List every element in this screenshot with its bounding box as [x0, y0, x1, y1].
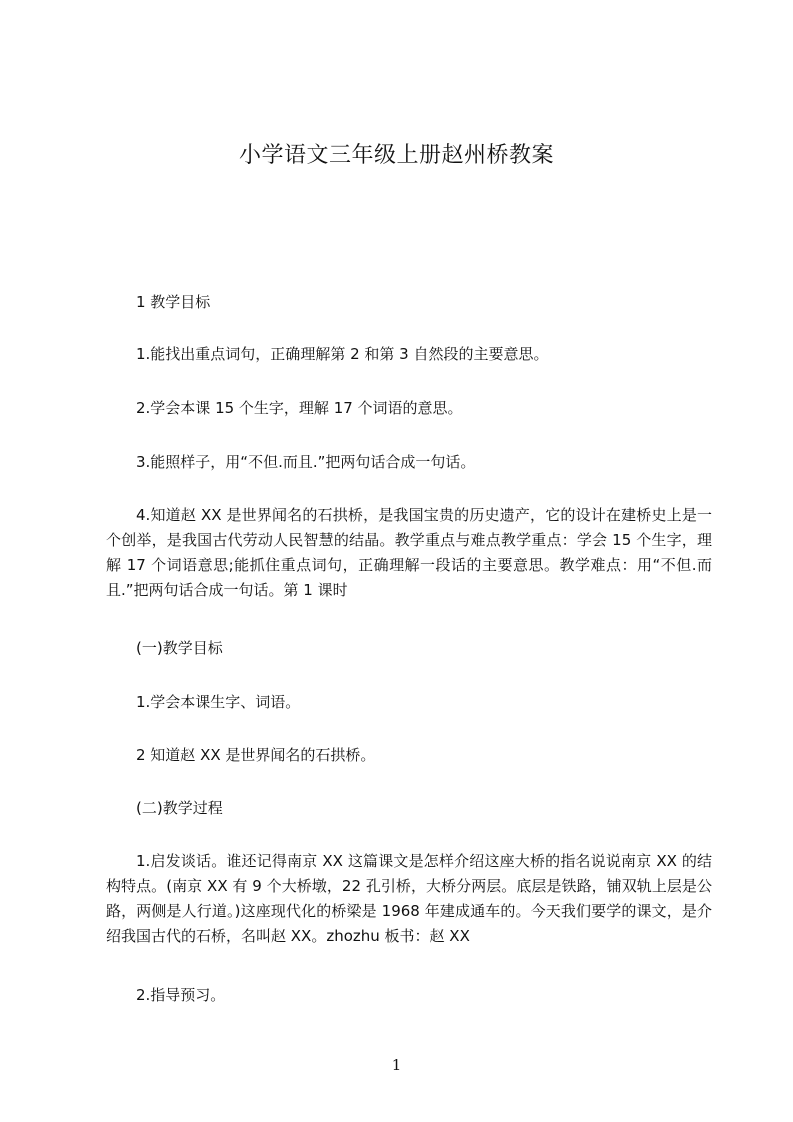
paragraph: 1.学会本课生字、词语。 [136, 693, 301, 711]
paragraph: 4.知道赵 XX 是世界闻名的石拱桥，是我国宝贵的历史遗产，它的设计在建桥史上是一个创举，是我国古代劳动人民智慧的结晶。教学重点与难点教学重点：学会 15 个生字，理解 17 个词语意思;能抓住重点词句，正确理解一段话的主要意思。教学难点：用“不但.而且.”把两句话合成一句话。第 1 课时 [106, 506, 712, 599]
document-title: 小学语文三年级上册赵州桥教案 [238, 143, 554, 168]
page-number: 1 [391, 1056, 402, 1074]
section-heading: (二)教学过程 [136, 799, 223, 817]
paragraph: 1.启发谈话。谁还记得南京 XX 这篇课文是怎样介绍这座大桥的指名说说南京 XX 的结构特点。(南京 XX 有 9 个大桥墩，22 孔引桥，大桥分两层。底层是铁路，铺双轨上层是公路，两侧是人行道。)这座现代化的桥梁是 1968 年建成通车的。今天我们要学的课文，是介绍我国古代的石桥，名叫赵 XX。zhozhu 板书：赵 XX [106, 852, 712, 945]
paragraph: 3.能照样子，用“不但.而且.”把两句话合成一句话。 [136, 453, 476, 471]
paragraph: 2.指导预习。 [136, 986, 226, 1004]
paragraph: 2.学会本课 15 个生字，理解 17 个词语的意思。 [136, 399, 463, 417]
section-heading: (一)教学目标 [136, 639, 223, 657]
section-heading: 1 教学目标 [136, 293, 211, 311]
paragraph: 1.能找出重点词句，正确理解第 2 和第 3 自然段的主要意思。 [136, 345, 549, 363]
paragraph: 2 知道赵 XX 是世界闻名的石拱桥。 [136, 746, 376, 764]
